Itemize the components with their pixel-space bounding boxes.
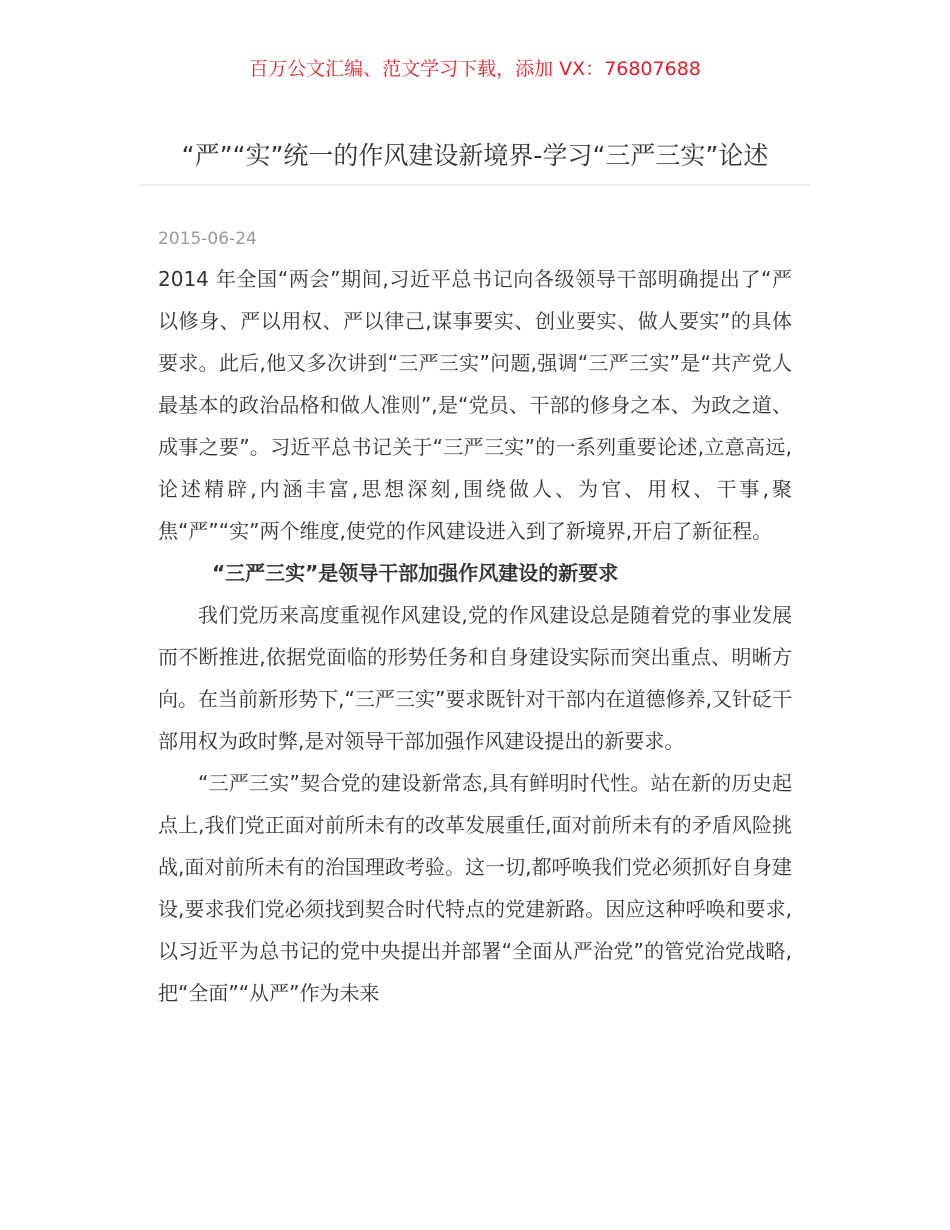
- section-heading: “三严三实”是领导干部加强作风建设的新要求: [212, 561, 619, 585]
- publish-date: 2015-06-24: [158, 229, 257, 249]
- article-title: “严”“实”统一的作风建设新境界-学习“三严三实”论述: [181, 141, 769, 170]
- intro-paragraph: 2014 年全国“两会”期间,习近平总书记向各级领导干部明确提出了“严以修身、严以用权、严以律己,谋事要实、创业要实、做人要实”的具体要求。此后,他又多次讲到“三严三实”问题,强调“三严三实”是“共产党人最基本的政治品格和做人准则”,是“党员、干部的修身之本、为政之道、成事之要”。习近平总书记关于“三严三实”的一系列重要论述,立意高远,论述精辟,内涵丰富,思想深刻,围绕做人、为官、用权、干事,聚焦“严”“实”两个维度,使党的作风建设进入到了新境界,开启了新征程。: [158, 267, 792, 543]
- body-paragraph: 我们党历来高度重视作风建设,党的作风建设总是随着党的事业发展而不断推进,依据党面临的形势任务和自身建设实际而突出重点、明晰方向。在当前新形势下,“三严三实”要求既针对干部内在道德修养,又针砭干部用权为政时弊,是对领导干部加强作风建设提出的新要求。: [158, 603, 792, 753]
- body-paragraph: “三严三实”契合党的建设新常态,具有鲜明时代性。站在新的历史起点上,我们党正面对前所未有的改革发展重任,面对前所未有的矛盾风险挑战,面对前所未有的治国理政考验。这一切,都呼唤我们党必须抓好自身建设,要求我们党必须找到契合时代特点的党建新路。因应这种呼唤和要求,以习近平为总书记的党中央提出并部署“全面从严治党”的管党治党战略,把“全面”“从严”作为未来: [158, 771, 792, 1005]
- article-body: [158, 258, 792, 1014]
- promo-banner: 百万公文汇编、范文学习下载，添加 VX：76807688: [249, 58, 701, 80]
- title-divider: [140, 184, 810, 186]
